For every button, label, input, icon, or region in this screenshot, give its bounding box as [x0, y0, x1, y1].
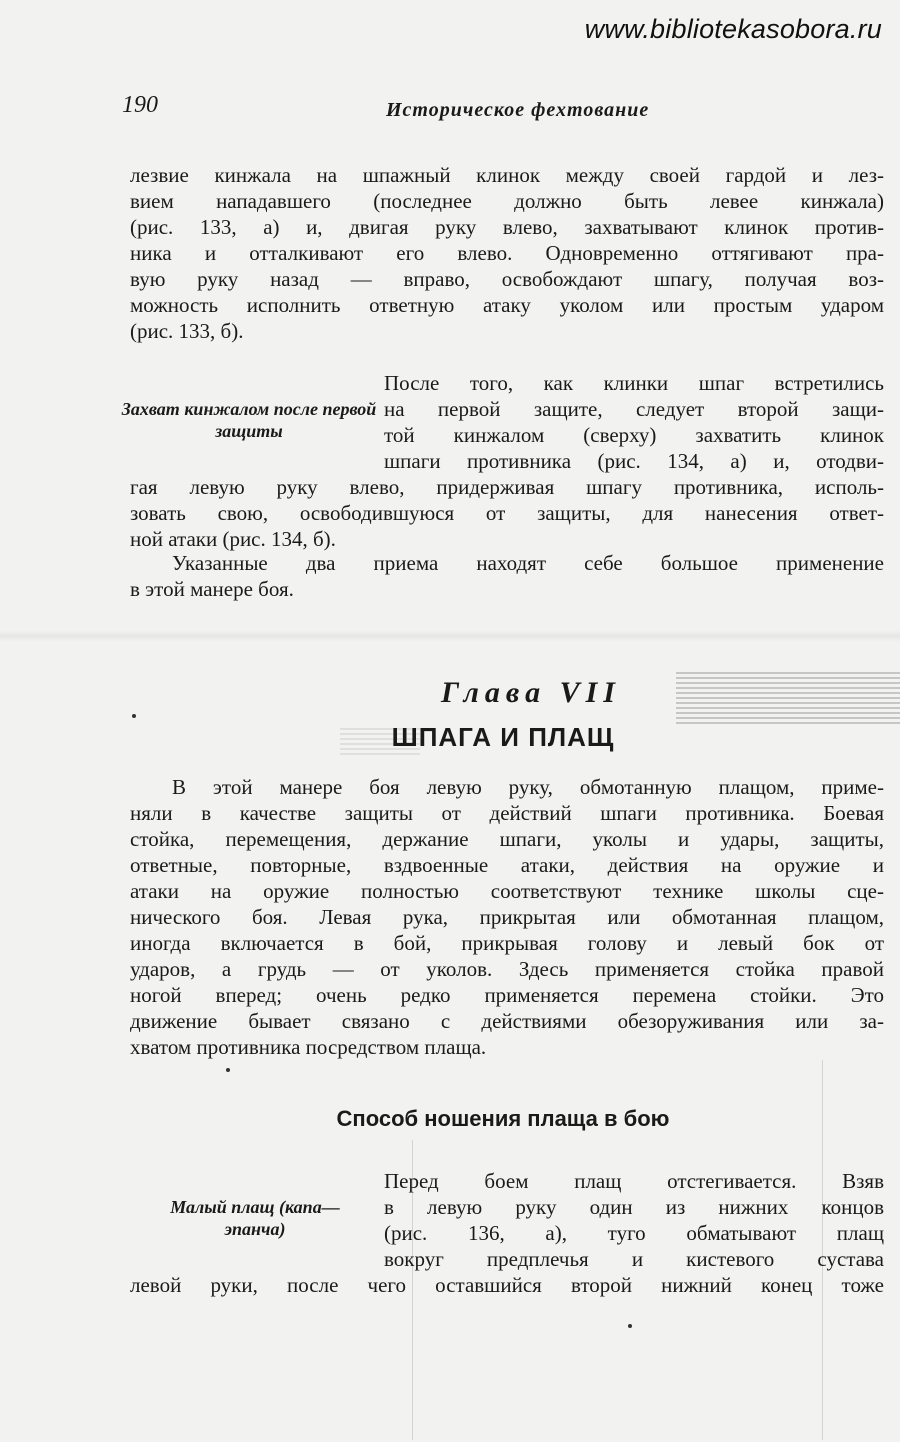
- text-line: гая левую руку влево, придерживая шпагу противника, исполь-: [130, 475, 884, 499]
- text-line: стойка, перемещения, держание шпаги, уколы и удары, защиты,: [130, 827, 884, 851]
- text-line: ударов, а грудь — от уколов. Здесь применяется стойка правой: [130, 957, 884, 981]
- text-line: лезвие кинжала на шпажный клинок между своей гардой и лез-: [130, 163, 884, 187]
- speck: [226, 1068, 230, 1072]
- text-line: Перед боем плащ отстегивается. Взяв: [384, 1169, 884, 1193]
- speck: [628, 1324, 632, 1328]
- text-line: Указанные два приема находят себе большое применение: [172, 551, 884, 575]
- text-line: движение бывает связано с действиями обезоруживания или за-: [130, 1009, 884, 1033]
- scan-band: [0, 630, 900, 642]
- text-line: вую руку назад — вправо, освобождают шпагу, получая воз-: [130, 267, 884, 291]
- text-line: няли в качестве защиты от действий шпаги противника. Боевая: [130, 801, 884, 825]
- text-line: (рис. 133, б).: [130, 319, 244, 343]
- running-head: Историческое фехтование: [386, 99, 650, 121]
- text-line: в этой манере боя.: [130, 577, 294, 601]
- side-note-small-cloak: Малый плащ (капа—эпанча): [170, 1197, 340, 1239]
- watermark-url: www.bibliotekasobora.ru: [584, 14, 882, 44]
- page-number: 190: [122, 92, 158, 118]
- text-line: вокруг предплечья и кистевого сустава: [384, 1247, 884, 1271]
- text-line: (рис. 136, а), туго обматывают плащ: [384, 1221, 884, 1245]
- text-line: ника и отталкивают его влево. Одновременно оттягивают пра-: [130, 241, 884, 265]
- text-line: ногой вперед; очень редко применяется перемена стойки. Это: [130, 983, 884, 1007]
- text-line: шпаги противника (рис. 134, а) и, отодви-: [384, 449, 884, 473]
- text-line: на первой защите, следует второй защи-: [384, 397, 884, 421]
- text-line: В этой манере боя левую руку, обмотанную плащом, приме-: [172, 775, 884, 799]
- side-note-dagger-capture: Захват кинжалом после первой защиты: [121, 399, 377, 441]
- chapter-label: Глава VII: [441, 676, 621, 709]
- text-line: можность исполнить ответную атаку уколом или простым ударом: [130, 293, 884, 317]
- text-line: вием нападавшего (последнее должно быть левее кинжала): [130, 189, 884, 213]
- text-line: иногда включается в бой, прикрывая голову и левый бок от: [130, 931, 884, 955]
- chapter-title: ШПАГА И ПЛАЩ: [391, 722, 615, 752]
- text-line: в левую руку один из нижних концов: [384, 1195, 884, 1219]
- text-line: зовать свою, освободившуюся от защиты, для нанесения ответ-: [130, 501, 884, 525]
- text-line: той кинжалом (сверху) захватить клинок: [384, 423, 884, 447]
- section-title: Способ ношения плаща в бою: [336, 1106, 670, 1131]
- text-line: ответные, повторные, вздвоенные атаки, действия на оружие и: [130, 853, 884, 877]
- text-line: хватом противника посредством плаща.: [130, 1035, 487, 1059]
- text-line: атаки на оружие полностью соответствуют технике школы сце-: [130, 879, 884, 903]
- text-line: левой руки, после чего оставшийся второй нижний конец тоже: [130, 1273, 884, 1297]
- text-line: После того, как клинки шпаг встретились: [384, 371, 884, 395]
- text-line: (рис. 133, а) и, двигая руку влево, захватывают клинок против-: [130, 215, 884, 239]
- text-line: ной атаки (рис. 134, б).: [130, 527, 336, 551]
- text-line: нического боя. Левая рука, прикрытая или обмотанная плащом,: [130, 905, 884, 929]
- speck: [132, 714, 136, 718]
